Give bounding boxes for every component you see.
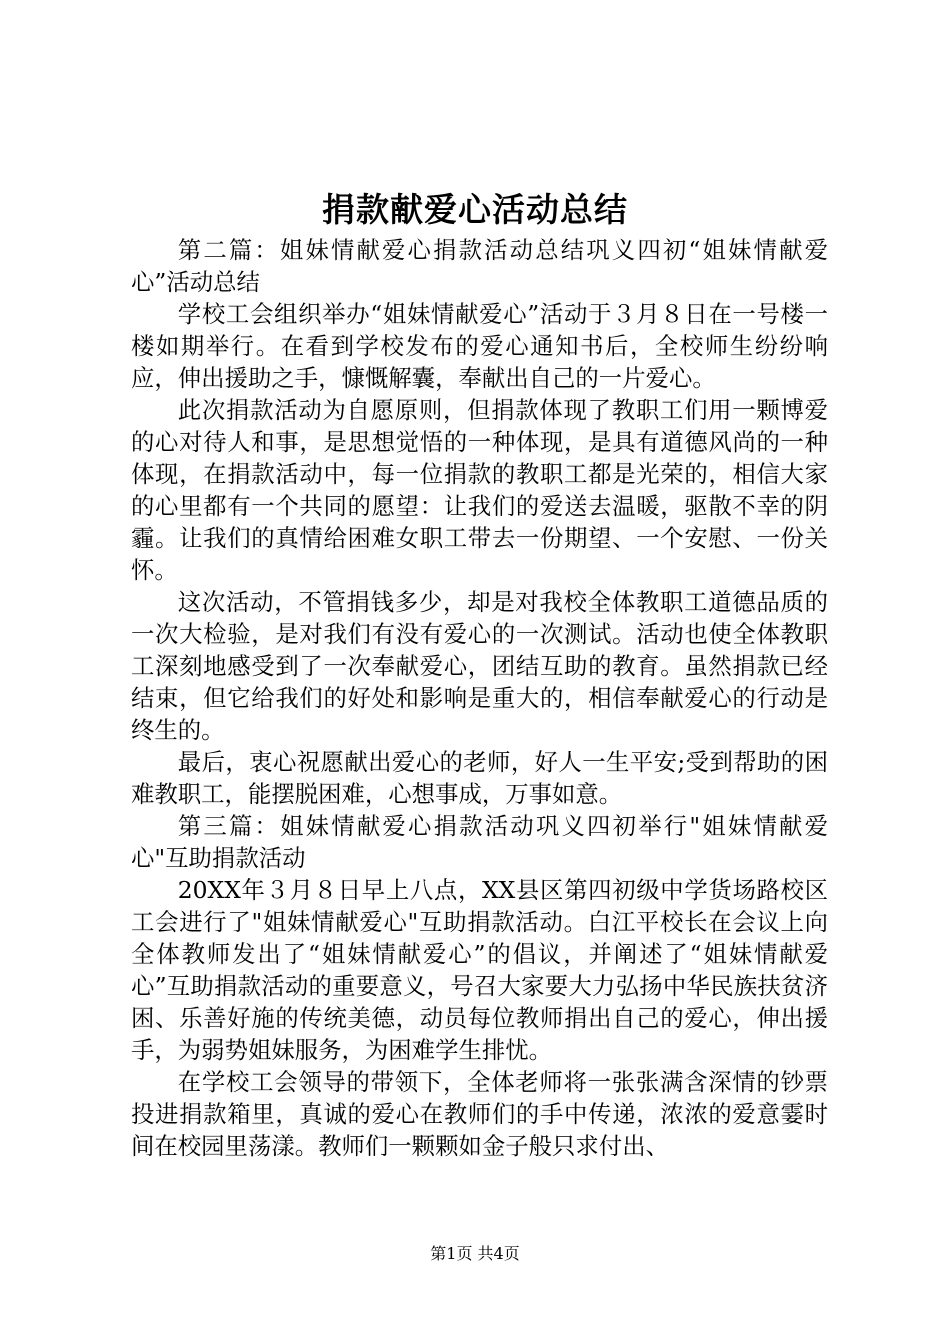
paragraph: 第二篇：姐妹情献爱心捐款活动总结巩义四初“姐妹情献爱心”活动总结 [131,236,828,296]
paragraph: 最后，衷心祝愿献出爱心的老师，好人一生平安;受到帮助的困难教职工，能摆脱困难，心想事成，万事如意。 [131,748,828,808]
paragraph: 学校工会组织举办“姐妹情献爱心”活动于３月８日在一号楼一楼如期举行。在看到学校发布的爱心通知书后，全校师生纷纷响应，伸出援助之手，慷慨解囊，奉献出自己的一片爱心。 [131,300,828,392]
document-body [131,234,828,1162]
page-footer: 第1页 共4页 [430,1244,520,1263]
document-title: 捐款献爱心活动总结 [322,190,628,229]
paragraph: 20XX年３月８日早上八点，XX县区第四初级中学货场路校区工会进行了"姐妹情献爱心"互助捐款活动。白江平校长在会议上向全体教师发出了“姐妹情献爱心”的倡议，并阐述了“姐妹情献爱心”互助捐款活动的重要意义，号召大家要大力弘扬中华民族扶贫济困、乐善好施的传统美德，动员每位教师捐出自己的爱心，伸出援手，为弱势姐妹服务，为困难学生排忧。 [131,876,828,1064]
paragraph: 第三篇：姐妹情献爱心捐款活动巩义四初举行"姐妹情献爱心"互助捐款活动 [131,812,828,872]
paragraph: 在学校工会领导的带领下，全体老师将一张张满含深情的钞票投进捐款箱里，真诚的爱心在教师们的手中传递，浓浓的爱意霎时间在校园里荡漾。教师们一颗颗如金子般只求付出、 [131,1068,828,1160]
paragraph: 此次捐款活动为自愿原则，但捐款体现了教职工们用一颗博爱的心对待人和事，是思想觉悟的一种体现，是具有道德风尚的一种体现，在捐款活动中，每一位捐款的教职工都是光荣的，相信大家的心里都有一个共同的愿望：让我们的爱送去温暖，驱散不幸的阴霾。让我们的真情给困难女职工带去一份期望、一个安慰、一份关怀。 [131,396,828,584]
paragraph: 这次活动，不管捐钱多少，却是对我校全体教职工道德品质的一次大检验，是对我们有没有爱心的一次测试。活动也使全体教职工深刻地感受到了一次奉献爱心，团结互助的教育。虽然捐款已经结束，但它给我们的好处和影响是重大的，相信奉献爱心的行动是终生的。 [131,588,828,744]
